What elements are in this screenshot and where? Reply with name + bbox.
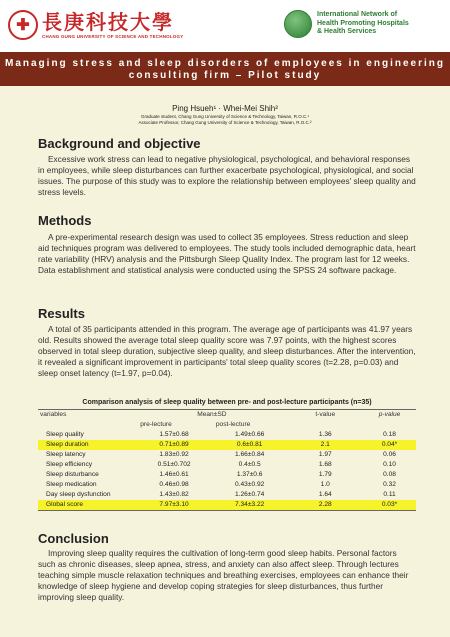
table-title: Comparison analysis of sleep quality between pre- and post-lecture participants (n=35) (82, 399, 372, 406)
header-pre-lecture: pre-lecture (140, 421, 172, 428)
affiliation-1: Graduate student, Chang Gung University of Science & Technology, Taiwan, R.O.C.¹ (140, 114, 310, 119)
methods-body: A pre-experimental research design was used to collect 35 employees. Stress reduction and sleep aid techniques program was delivered to employees. The study tools included demographic data, heart rate variability (HRV) analysis and the Pittsburgh Sleep Quality Index. The program last for 12 weeks. Data establishment and statistical analysis were conducted using the SPSS 24 software package. (38, 232, 416, 275)
header-t-value: t-value (315, 411, 336, 418)
header-post-lecture: post-lecture (215, 421, 251, 428)
affiliations (0, 114, 450, 126)
university-emblem-icon: ✚ (8, 10, 38, 40)
network-name-line1: International Network of (317, 11, 398, 19)
table-row: Sleep quality 1.57±0.68 1.49±0.66 1.36 0.18 (46, 431, 396, 438)
table-bottom-rule (38, 510, 416, 511)
header-p-value: p-value (378, 411, 401, 418)
globe-icon (284, 10, 312, 38)
table-row: Sleep latency 1.83±0.92 1.66±0.84 1.97 0.06 (46, 451, 396, 458)
results-table (38, 398, 416, 511)
table-row: Sleep duration 0.71±0.89 0.6±0.81 2.1 0.04* (38, 440, 416, 450)
title-bar (0, 52, 450, 86)
comparison-table (38, 410, 416, 510)
network-name-line2: Health Promoting Hospitals (317, 19, 409, 27)
table-row: Sleep medication 0.46±0.98 0.43±0.92 1.0 0.32 (46, 481, 396, 488)
poster-title-line1: Managing stress and sleep disorders of employees in engineering (5, 58, 445, 69)
authors: Ping Hsueh¹ · Whei-Mei Shih² (172, 104, 278, 113)
conclusion-heading: Conclusion (38, 531, 109, 546)
poster-header (0, 0, 450, 53)
header-mean-sd: Mean±SD (197, 411, 227, 418)
conclusion-body: Improving sleep quality requires the cultivation of long-term good sleep habits. Personal factors such as chronic diseases, sleep apnea, stress, and anxiety can also affect sleep. Through lectures teaching simple muscle relaxation techniques and breathing exercises, employees can enhance their knowledge of sleep hygiene and develop coping strategies for sleep disturbances, thus further improving sleep quality. (38, 548, 409, 602)
table-row: Sleep disturbance 1.46±0.61 1.37±0.6 1.79 0.08 (46, 471, 396, 478)
university-logo (8, 10, 183, 40)
hph-network-logo (284, 10, 409, 38)
poster-title-line2: consulting firm – Pilot study (128, 70, 322, 81)
table-row: Sleep efficiency 0.51±0.702 0.4±0.5 1.68 0.10 (46, 461, 396, 468)
university-name-en: CHANG GUNG UNIVERSITY OF SCIENCE AND TECHNOLOGY (42, 34, 184, 39)
background-heading: Background and objective (38, 136, 201, 151)
results-body: A total of 35 participants attended in this program. The average age of participants was 41.97 years old. Results showed the average total sleep quality score was 7.97 points, with the highest scores observed in total sleep duration, subjective sleep quality, and sleep disturbances. After the intervention, it revealed a significant improvement in participants' total sleep quality scores (t=2.28, p=0.03) and sleep onset latency (t=1.97, p=0.04). (38, 324, 416, 378)
table-row: Day sleep dysfunction 1.43±0.82 1.26±0.74 1.64 0.11 (46, 491, 396, 498)
affiliation-2: Associate Professor, Chang Gung University of Science & Technology, Taiwan, R.O.C.² (138, 120, 312, 125)
header-variables: variables (40, 411, 67, 418)
results-heading: Results (38, 306, 85, 321)
background-body: Excessive work stress can lead to negative physiological, psychological, and behavioral responses in employees, while sleep disturbances can further exacerbate psychological, physiological, and social issues. The purpose of this study was to explore the relationship between employees' sleep quality and stress levels. (38, 154, 416, 197)
table-row: Global score 7.97±3.10 7.34±3.22 2.28 0.03* (38, 500, 416, 510)
methods-heading: Methods (38, 213, 92, 228)
university-name-cn: 長庚科技大學 (42, 10, 174, 34)
network-name-line3: & Health Services (317, 28, 377, 36)
